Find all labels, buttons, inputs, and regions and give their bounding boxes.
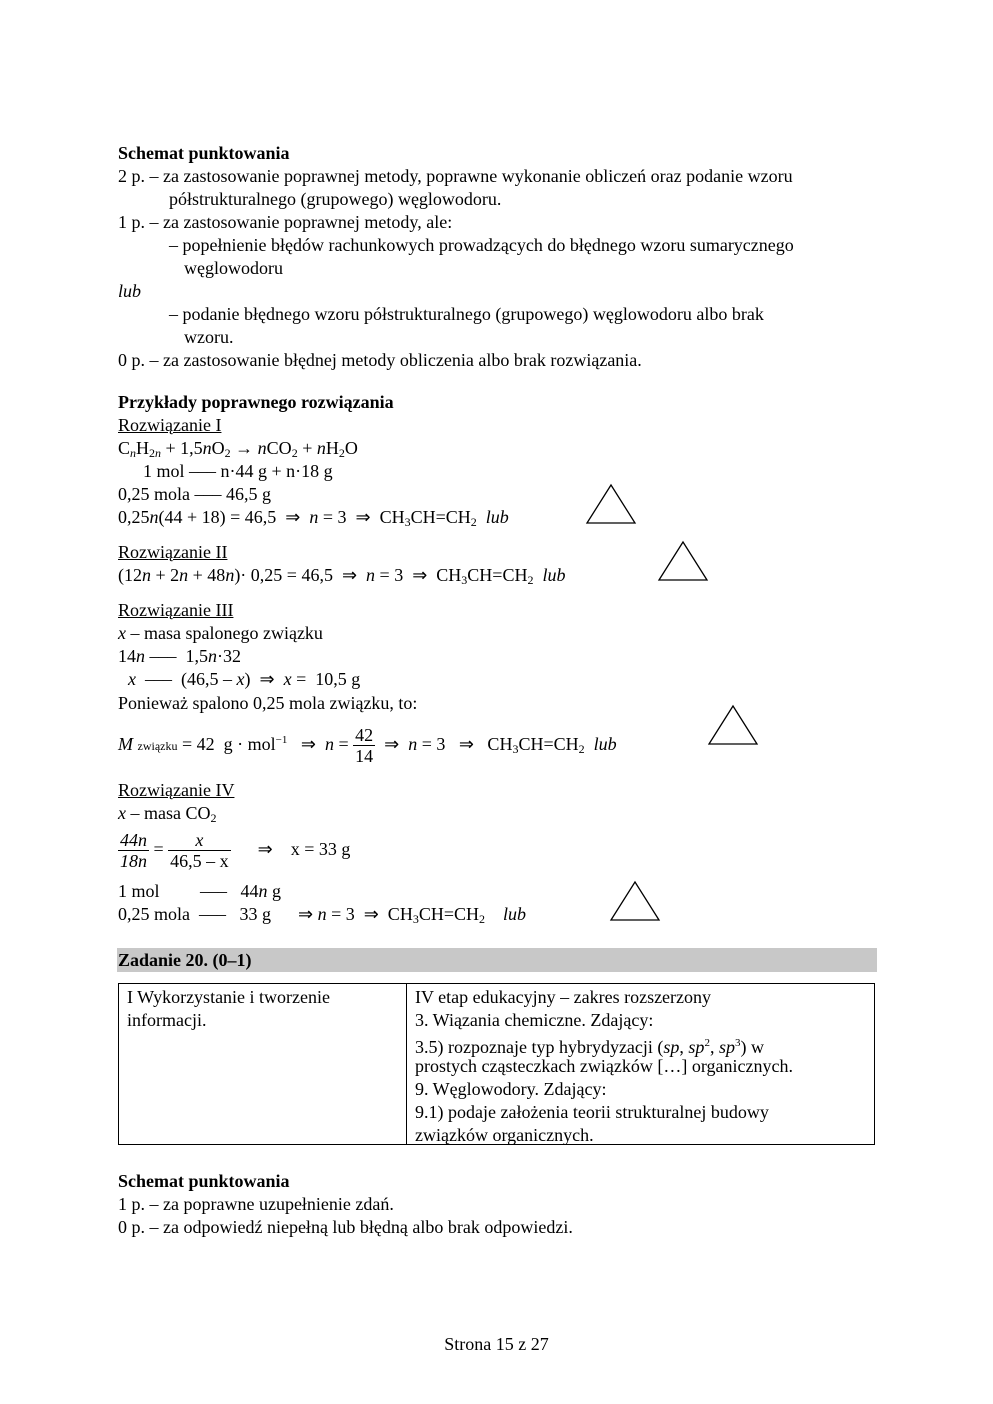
scoring-2p-cont: półstrukturalnego (grupowego) węglowodoru. (169, 189, 502, 209)
fraction (168, 830, 231, 871)
triangle-icon (609, 880, 661, 922)
solution-3-line2: 14n ––– 1,5n·32 (118, 646, 241, 666)
fraction-denominator: 14 (355, 746, 374, 767)
solution-1-title: Rozwiązanie I (118, 415, 222, 435)
table-right-line7: związków organicznych. (415, 1125, 594, 1145)
solution-4-line4: 0,25 mola ––– 33 g ⇒ n = 3 ⇒ $CH_3CH=CH_2$ lub (118, 904, 527, 926)
table-left-line1: I Wykorzystanie i tworzenie (127, 987, 331, 1007)
scoring-1p-item2-cont: wzoru. (184, 327, 234, 347)
lub-label: lub (118, 281, 142, 301)
solution-3-line3: x ––– (46,5 – x) ⇒ x = 10,5 g (128, 669, 361, 689)
table-right-line4: prostych cząsteczkach związków […] organicznych. (415, 1056, 793, 1076)
scoring-2p: 2 p. – za zastosowanie poprawnej metody, poprawne wykonanie obliczeń oraz podanie wzoru (118, 166, 793, 186)
scoring-1p: 1 p. – za zastosowanie poprawnej metody, ale: (118, 212, 453, 232)
solution-4-title: Rozwiązanie IV (118, 780, 235, 800)
solution-3-line5: M związku = 42 g · mol$^{-1}$ ⇒ n = $\frac{42}{14}$ ⇒ n = 3 ⇒ $CH_3CH=CH_2$ lub (118, 725, 617, 767)
fraction-numerator: 42 (355, 725, 374, 746)
fraction-numerator: x (195, 830, 204, 851)
examples-heading: Przykłady poprawnego rozwiązania (118, 392, 394, 412)
solution-4-line1: x – masa $CO_2$ (118, 803, 217, 825)
scoring-heading: Schemat punktowania (118, 143, 290, 163)
solution-2-line1: (12n + 2n + 48n)· 0,25 = 46,5 ⇒ n = 3 ⇒ $CH_3CH=CH_2$ lub (118, 565, 566, 587)
fraction-denominator: 46,5 – x (170, 851, 229, 872)
fraction (353, 725, 375, 766)
scoring-0p: 0 p. – za zastosowanie błędnej metody obliczenia albo brak rozwiązania. (118, 350, 642, 370)
table-right-line1: IV etap edukacyjny – zakres rozszerzony (415, 987, 712, 1007)
solution-4-result: x = 33 g (290, 839, 351, 859)
table-left-line2: informacji. (127, 1010, 207, 1030)
fraction-numerator: 44n (120, 830, 147, 851)
table-right-line3: 3.5) rozpoznaje typ hybrydyzacji (sp, $sp^2$, $sp^3$) w (415, 1037, 764, 1057)
solution-3-title: Rozwiązanie III (118, 600, 234, 620)
fraction-denominator: 18n (120, 851, 147, 872)
solution-1-equation: $C_nH_{2n} + 1,5nO_2 \to nCO_2 + nH_2O$ (118, 438, 358, 460)
fraction (118, 830, 149, 871)
triangle-icon (707, 704, 759, 746)
table-right-line2: 3. Wiązania chemiczne. Zdający: (415, 1010, 654, 1030)
solution-1-line3: 0,25 mola ––– 46,5 g (118, 484, 271, 504)
scoring2-1p: 1 p. – za poprawne uzupełnienie zdań. (118, 1194, 394, 1214)
scoring2-0p: 0 p. – za odpowiedź niepełną lub błędną albo brak odpowiedzi. (118, 1217, 573, 1237)
task-title: Zadanie 20. (0–1) (118, 950, 252, 970)
solution-4-line1-text: – masa CO (130, 803, 211, 823)
scoring-1p-item1-cont: węglowodoru (184, 258, 283, 278)
scoring2-heading: Schemat punktowania (118, 1171, 290, 1191)
page-number: Strona 15 z 27 (444, 1334, 549, 1354)
triangle-icon (657, 540, 709, 582)
solution-3-line1-text: – masa spalonego związku (130, 623, 323, 643)
solution-3-line4: Ponieważ spalono 0,25 mola związku, to: (118, 693, 418, 713)
table-divider (406, 984, 407, 1144)
triangle-icon (585, 483, 637, 525)
solution-1-line2: 1 mol ––– n·44 g + n·18 g (143, 461, 333, 481)
table-right-line6: 9.1) podaje założenia teorii strukturalnej budowy (415, 1102, 769, 1122)
scoring-1p-item1: – popełnienie błędów rachunkowych prowadzących do błędnego wzoru sumarycznego (169, 235, 794, 255)
solution-4-line3: 1 mol ––– 44n g (118, 881, 282, 901)
scoring-1p-item2: – podanie błędnego wzoru półstrukturalnego (grupowego) węglowodoru albo brak (169, 304, 764, 324)
solution-3-line1: x – masa spalonego związku (118, 623, 323, 643)
requirements-table (118, 983, 875, 1145)
solution-1-line4: 0,25n(44 + 18) = 46,5 ⇒ n = 3 ⇒ $CH_3CH=CH_2$ lub (118, 507, 509, 529)
solution-4-proportion: $\frac{44n}{18n}$ = $\frac{x}{46,5 - x}$ ⇒ x = 33 g (120, 830, 351, 872)
solution-2-title: Rozwiązanie II (118, 542, 228, 562)
table-right-line5: 9. Węglowodory. Zdający: (415, 1079, 607, 1099)
